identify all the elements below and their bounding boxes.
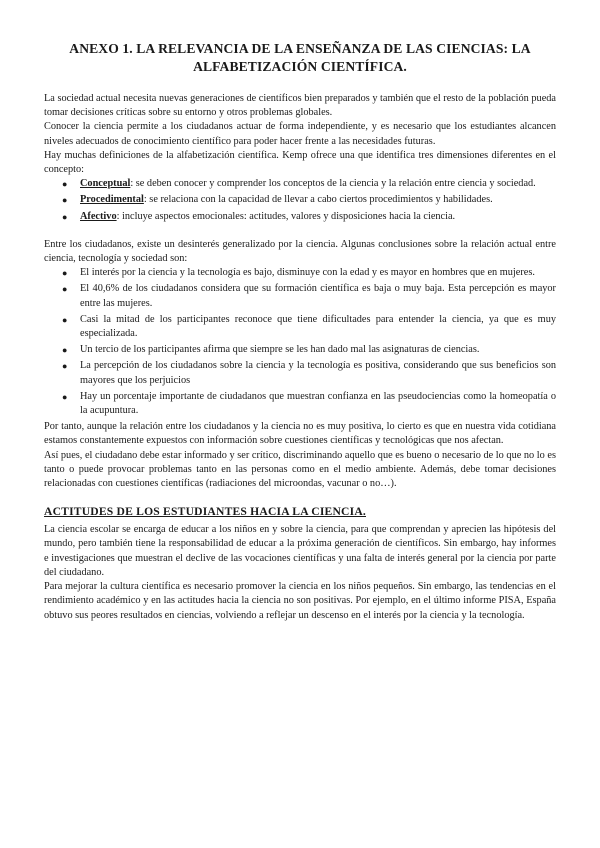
list-item	[62, 282, 556, 310]
list-item	[62, 193, 556, 207]
document-title: ANEXO 1. LA RELEVANCIA DE LA ENSEÑANZA DE LAS CIENCIAS: LA ALFABETIZACIÓN CIENTÍFICA.	[69, 41, 531, 74]
intro-paragraph: La sociedad actual necesita nuevas generaciones de científicos bien preparados y también que el resto de la población pueda tomar decisiones críticas sobre su entorno y otros problemas globales.	[44, 93, 556, 119]
list-item	[62, 266, 556, 280]
list-item	[62, 343, 556, 357]
list-item	[62, 313, 556, 341]
bullet-icon: ●	[62, 179, 68, 190]
dimension-term: Afectivo	[80, 210, 117, 222]
bullet-icon: ●	[62, 345, 68, 356]
conclusion-text: Un tercio de los participantes afirma que siempre se les han dado mal las asignaturas de ciencias.	[80, 344, 480, 356]
dimension-term: Conceptual	[80, 178, 131, 190]
conclusion-text: La percepción de los ciudadanos sobre la ciencia y la tecnología es positiva, considerando que sus beneficios son mayores que los perjuicios	[80, 360, 556, 386]
dimension-text: : se deben conocer y comprender los conceptos de la ciencia y la relación entre ciencia y sociedad.	[130, 178, 536, 190]
conclusion-text: Hay un porcentaje importante de ciudadanos que muestran confianza en las pseudociencias como la homeopatía o la acupuntura.	[80, 390, 556, 417]
conclusions-list	[44, 266, 556, 418]
conclusions-intro: Entre los ciudadanos, existe un desinterés generalizado por la ciencia. Algunas conclusiones sobre la relación actual entre ciencia, tecnología y sociedad son:	[44, 238, 556, 265]
conclusion-text: El interés por la ciencia y la tecnología es bajo, disminuye con la edad y es mayor en hombres que en mujeres.	[80, 267, 535, 279]
intro-paragraph: Hay muchas definiciones de la alfabetización científica. Kemp ofrece una que identifica tres dimensiones diferentes en el concepto:	[44, 149, 556, 176]
spacer	[44, 226, 556, 238]
conclusion-text: Casi la mitad de los participantes reconoce que tiene dificultades para entender la ciencia, ya que es muy especializada.	[80, 313, 556, 340]
dimension-text: : incluye aspectos emocionales: actitudes, valores y disposiciones hacia la ciencia.	[116, 210, 456, 222]
bullet-icon: ●	[62, 314, 68, 325]
section-paragraph: Para mejorar la cultura científica es necesario promover la ciencia en los niños pequeños. Sin embargo, las tendencias en el rendimiento académico y en las actitudes hacia la ciencia no son positivas. Por ejemplo, en el último informe PISA, España obtuvo sus peores resultados en ciencias, volviendo a reflejar un descenso en el interés por la ciencia y la tecnología.	[44, 581, 556, 621]
dimensions-list	[44, 177, 556, 224]
bullet-icon: ●	[62, 268, 68, 279]
list-item	[62, 359, 556, 387]
bullet-icon: ●	[62, 284, 68, 295]
bullet-icon: ●	[62, 361, 68, 372]
bullet-icon: ●	[62, 391, 68, 402]
closing-paragraph: Así pues, el ciudadano debe estar informado y ser crítico, discriminando aquello que es bueno o necesario de lo que no lo es tanto o puede provocar problemas tanto en las personas como en el medio ambiente. Además, debe tomar decisiones relacionadas con cuestiones científicas (radiaciones del microondas, vacunar o no…).	[44, 449, 556, 490]
conclusion-text: El 40,6% de los ciudadanos considera que su formación científica es baja o muy baja. Esta percepción es mayor entre las mujeres.	[80, 283, 556, 309]
section-paragraph: La ciencia escolar se encarga de educar a los niños en y sobre la ciencia, para que comprendan y aprecien las hipótesis del mundo, pero también tiene la responsabilidad de educar a la próxima generación de científicos. Sin embargo, hay informes e investigaciones que muestran el declive de las vocaciones científicas y una falta de interés general por la ciencia por parte del ciudadano.	[44, 524, 556, 578]
bullet-icon: ●	[62, 195, 68, 206]
intro-paragraph: Conocer la ciencia permite a los ciudadanos actuar de forma independiente, y es necesario que los estudiantes alcancen niveles adecuados de conocimiento científico para poder hacer frente a las necesidades futuras.	[44, 121, 556, 147]
list-item	[62, 177, 556, 191]
list-item	[62, 210, 556, 224]
dimension-text: : se relaciona con la capacidad de llevar a cabo ciertos procedimientos y habilidades.	[143, 194, 493, 206]
dimension-term: Procedimental	[80, 194, 144, 206]
bullet-icon: ●	[62, 211, 68, 222]
list-item	[62, 390, 556, 418]
section-heading: ACTITUDES DE LOS ESTUDIANTES HACIA LA CIENCIA.	[44, 505, 366, 519]
closing-paragraph: Por tanto, aunque la relación entre los ciudadanos y la ciencia no es muy positiva, lo cierto es que en nuestra vida cotidiana estamos constantemente expuestos con información sobre cuestiones científicas y tecnológicas que nos afectan.	[44, 421, 556, 447]
